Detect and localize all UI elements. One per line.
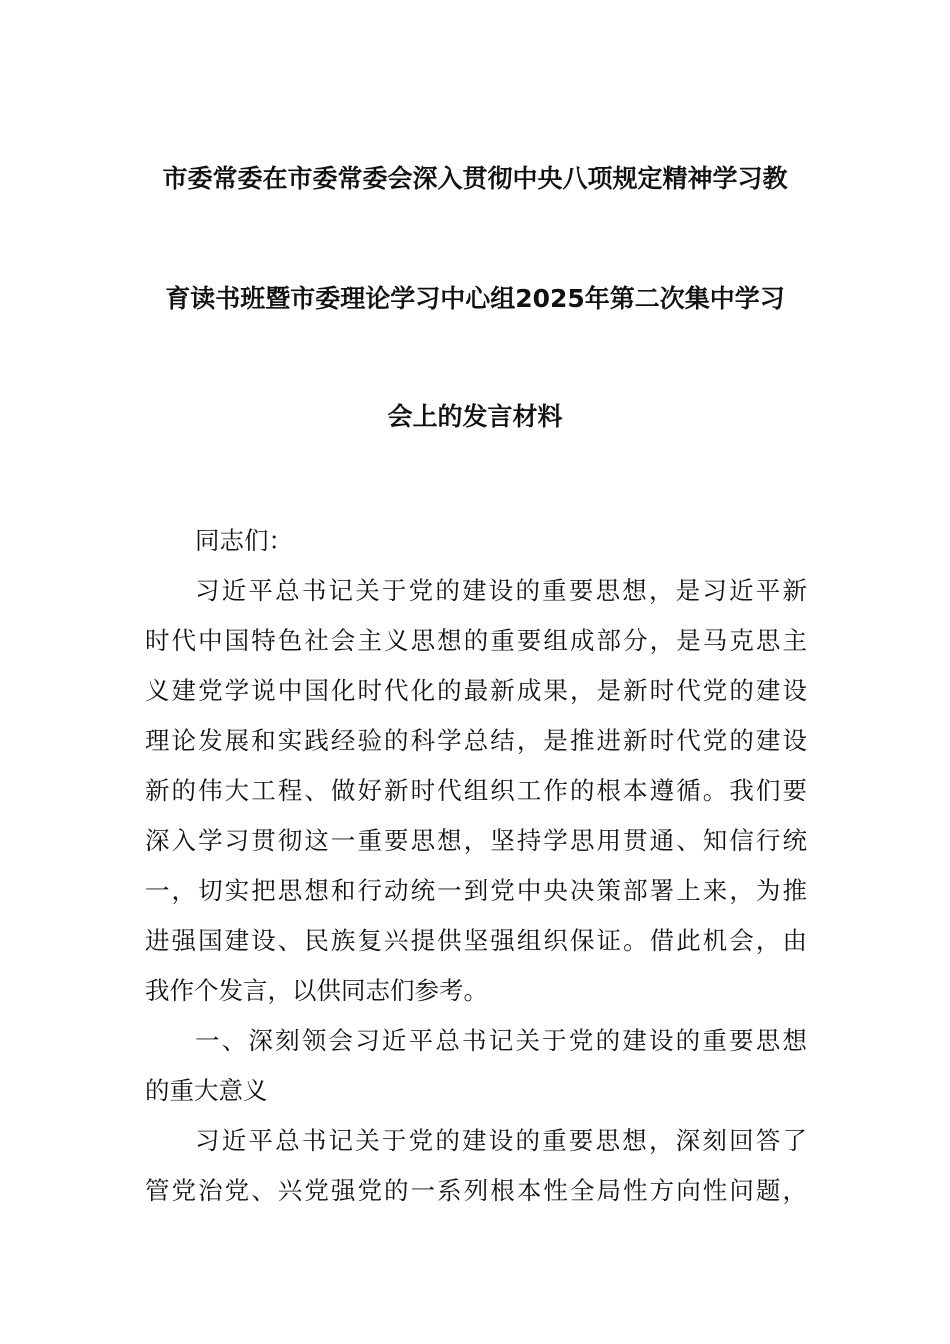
paragraph-1-line-7: 一，切实把思想和行动统一到党中央决策部署上来，为推 <box>145 876 807 905</box>
paragraph-1-line-3: 义建党学说中国化时代化的最新成果，是新时代党的建设 <box>145 676 807 705</box>
paragraph-2-line-2: 管党治党、兴党强党的一系列根本性全局性方向性问题， <box>145 1176 807 1205</box>
section-heading-1-line-1: 一、深刻领会习近平总书记关于党的建设的重要思想 <box>195 1026 807 1055</box>
document-title-line-1: 市委常委在市委常委会深入贯彻中央八项规定精神学习教 <box>162 164 788 193</box>
paragraph-1-line-1: 习近平总书记关于党的建设的重要思想，是习近平新 <box>195 576 807 605</box>
document-title-line-2: 育读书班暨市委理论学习中心组2025年第二次集中学习 <box>165 284 785 313</box>
salutation: 同志们： <box>195 526 293 555</box>
paragraph-2-line-1: 习近平总书记关于党的建设的重要思想，深刻回答了 <box>195 1126 807 1155</box>
document-title-line-3: 会上的发言材料 <box>387 402 563 431</box>
paragraph-1-line-8: 进强国建设、民族复兴提供坚强组织保证。借此机会，由 <box>145 926 807 955</box>
paragraph-1-line-9: 我作个发言，以供同志们参考。 <box>145 976 488 1005</box>
paragraph-1-line-5: 新的伟大工程、做好新时代组织工作的根本遵循。我们要 <box>145 776 807 805</box>
paragraph-1-line-4: 理论发展和实践经验的科学总结，是推进新时代党的建设 <box>145 726 807 755</box>
paragraph-1-line-2: 时代中国特色社会主义思想的重要组成部分，是马克思主 <box>145 626 807 655</box>
paragraph-1-line-6: 深入学习贯彻这一重要思想，坚持学思用贯通、知信行统 <box>145 826 807 855</box>
section-heading-1-line-2: 的重大意义 <box>145 1076 268 1105</box>
document-body <box>145 516 807 1216</box>
